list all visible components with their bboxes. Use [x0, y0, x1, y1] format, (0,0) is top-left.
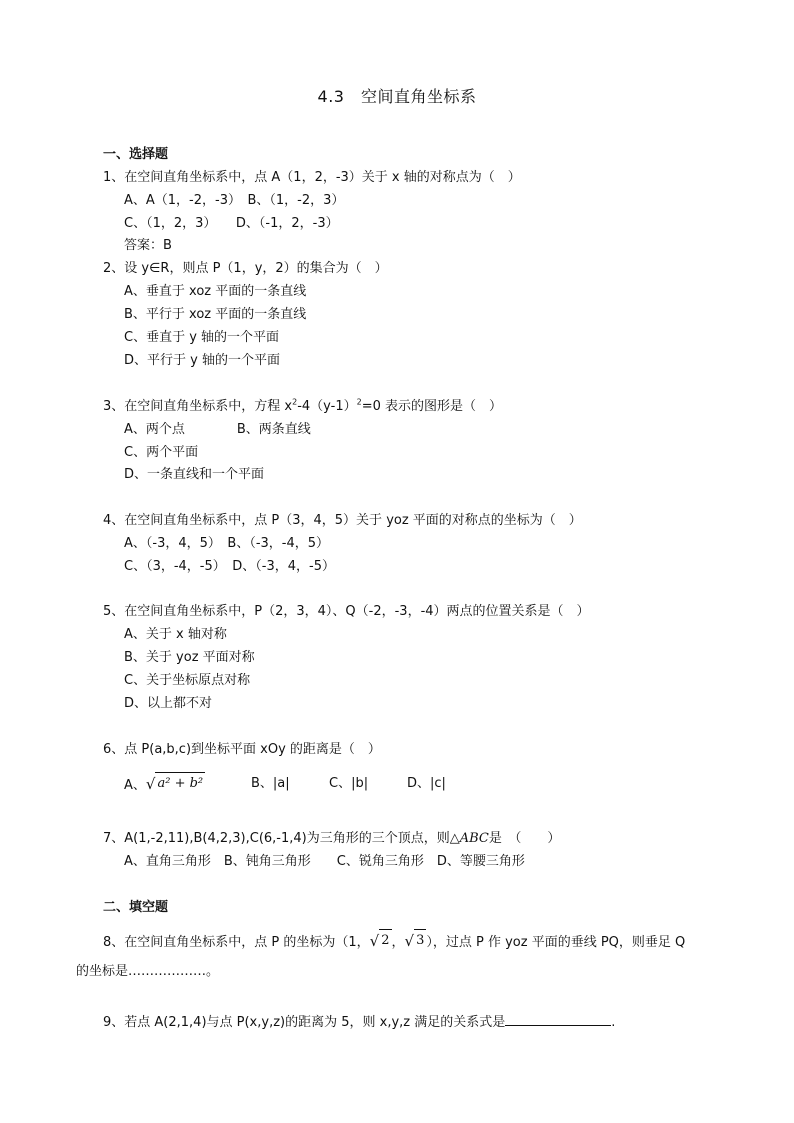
q3-stem: 3、在空间直角坐标系中，方程 $x^2-4(y-1)^2=0$ 表示的图形是（ ）: [103, 397, 502, 414]
q4-options-cd: C、（3，-4，-5） D、（-3，4，-5）: [124, 559, 335, 574]
section-heading-fill: 二、填空题: [103, 900, 169, 915]
q2-option-d: D、平行于 y 轴的一个平面: [124, 353, 280, 368]
q1-options-cd: C、（1，2，3） D、（-1，2，-3）: [124, 216, 339, 231]
sqrt-2: √ 2: [370, 929, 392, 952]
q5-option-a: A、关于 x 轴对称: [124, 627, 227, 642]
q2-option-b: B、平行于 xoz 平面的一条直线: [124, 307, 307, 322]
q5-option-b: B、关于 yoz 平面对称: [124, 650, 255, 665]
q2-option-a: A、垂直于 xoz 平面的一条直线: [124, 284, 307, 299]
q4-stem: 4、在空间直角坐标系中，点 P（3，4，5）关于 yoz 平面的对称点的坐标为（ ）: [103, 513, 582, 528]
q3-option-c: C、两个平面: [124, 445, 199, 460]
q3-options-ab: A、两个点 B、两条直线: [124, 422, 311, 437]
q2-option-c: C、垂直于 y 轴的一个平面: [124, 330, 280, 345]
q7-options: A、直角三角形 B、钝角三角形 C、锐角三角形 D、等腰三角形: [124, 854, 525, 869]
sqrt-3: √ 3: [405, 929, 427, 952]
answer-blank: [505, 1013, 611, 1026]
q8-line2: 的坐标是………………。: [76, 964, 220, 979]
q9-stem: 9、若点 A(2,1,4)与点 P(x,y,z)的距离为 5，则 x,y,z 满足的关系式是 .: [103, 1015, 616, 1030]
q1-stem: 1、在空间直角坐标系中，点 A（1，2，-3）关于 x 轴的对称点为（ ）: [103, 170, 521, 185]
q4-options-ab: A、（-3，4，5） B、（-3，-4，5）: [124, 536, 330, 551]
q6-option-a: A、 √ a² + b²: [124, 772, 205, 797]
q3-option-d: D、一条直线和一个平面: [124, 467, 265, 482]
q6-stem: 6、点 P(a,b,c)到坐标平面 xOy 的距离是（ ）: [103, 742, 381, 757]
q6-option-b: B、|a|: [251, 776, 290, 791]
q7-stem: 7、A(1,-2,11),B(4,2,3),C(6,-1,4)为三角形的三个顶点，则△ABC是 （ ）: [103, 831, 561, 846]
q2-stem: 2、设 y∈R，则点 P（1，y，2）的集合为（ ）: [103, 261, 388, 276]
q5-option-c: C、关于坐标原点对称: [124, 673, 251, 688]
q6-option-c: C、|b|: [329, 776, 369, 791]
q5-option-d: D、以上都不对: [124, 696, 213, 711]
q1-options-ab: A、A（1，-2，-3） B、（1，-2，3）: [124, 193, 345, 208]
q8-stem: 8、在空间直角坐标系中，点 P 的坐标为（1， √ 2 ， √ 3 ），过点 P 作 yoz 平面的垂线 PQ，则垂足 Q: [103, 929, 685, 954]
sqrt-expression: √ a² + b²: [146, 772, 205, 795]
q6-option-d: D、|c|: [407, 776, 446, 791]
q1-answer: 答案：B: [124, 238, 172, 253]
page-title: 4.3 空间直角坐标系: [317, 87, 477, 106]
section-heading-choice: 一、选择题: [103, 147, 169, 162]
q5-stem: 5、在空间直角坐标系中，P（2，3，4）、Q（-2，-3，-4）两点的位置关系是（ ）: [103, 604, 590, 619]
